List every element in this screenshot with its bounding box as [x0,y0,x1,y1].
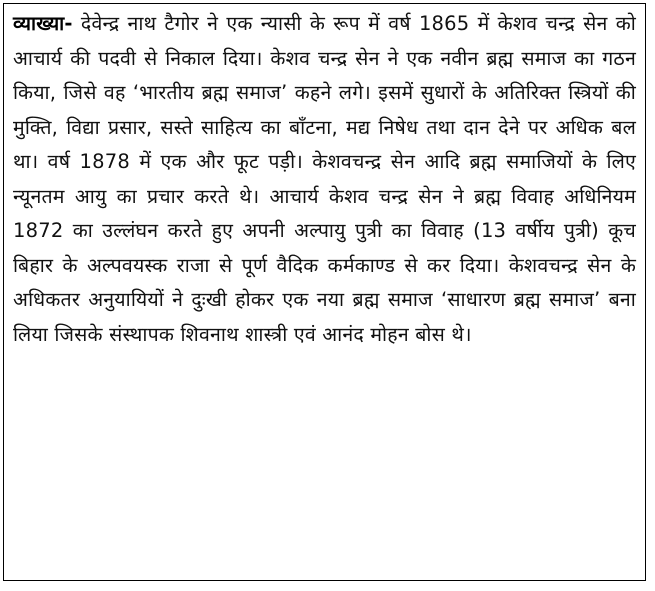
cut-off-next-line [0,582,655,591]
explanation-heading: व्याख्या- [13,12,73,35]
cut-off-text-fragment [120,582,655,590]
explanation-box [3,3,646,581]
explanation-paragraph [13,7,636,352]
explanation-body: देवेन्द्र नाथ टैगोर ने एक न्यासी के रूप में वर्ष 1865 में केशव चन्द्र सेन को आचार्य की पदवी से निकाल दिया। केशव चन्द्र सेन ने एक नवीन ब्रह्म समाज का गठन किया, जिसे वह ‘भारतीय ब्रह्म समाज’ कहने लगे। इसमें सुधारों के अतिरिक्त स्त्रियों की मुक्ति, विद्या प्रसार, सस्ते साहित्य का बाँटना, मद्य निषेध तथा दान देने पर अधिक बल था। वर्ष 1878 में एक और फूट पड़ी। केशवचन्द्र सेन आदि ब्रह्म समाजियों के लिए न्यूनतम आयु का प्रचार करते थे। आचार्य केशव चन्द्र सेन ने ब्रह्म विवाह अधिनियम 1872 का उल्लंघन करते हुए अपनी अल्पायु पुत्री का विवाह (13 वर्षीय पुत्री) कूच बिहार के अल्पवयस्क राजा से पूर्ण वैदिक कर्मकाण्ड से कर दिया। केशवचन्द्र सेन के अधिकतर अनुयायियों ने दुःखी होकर एक नया ब्रह्म समाज ‘साधारण ब्रह्म समाज’ बना लिया जिसके संस्थापक शिवनाथ शास्त्री एवं आनंद मोहन बोस थे। [13,12,636,346]
